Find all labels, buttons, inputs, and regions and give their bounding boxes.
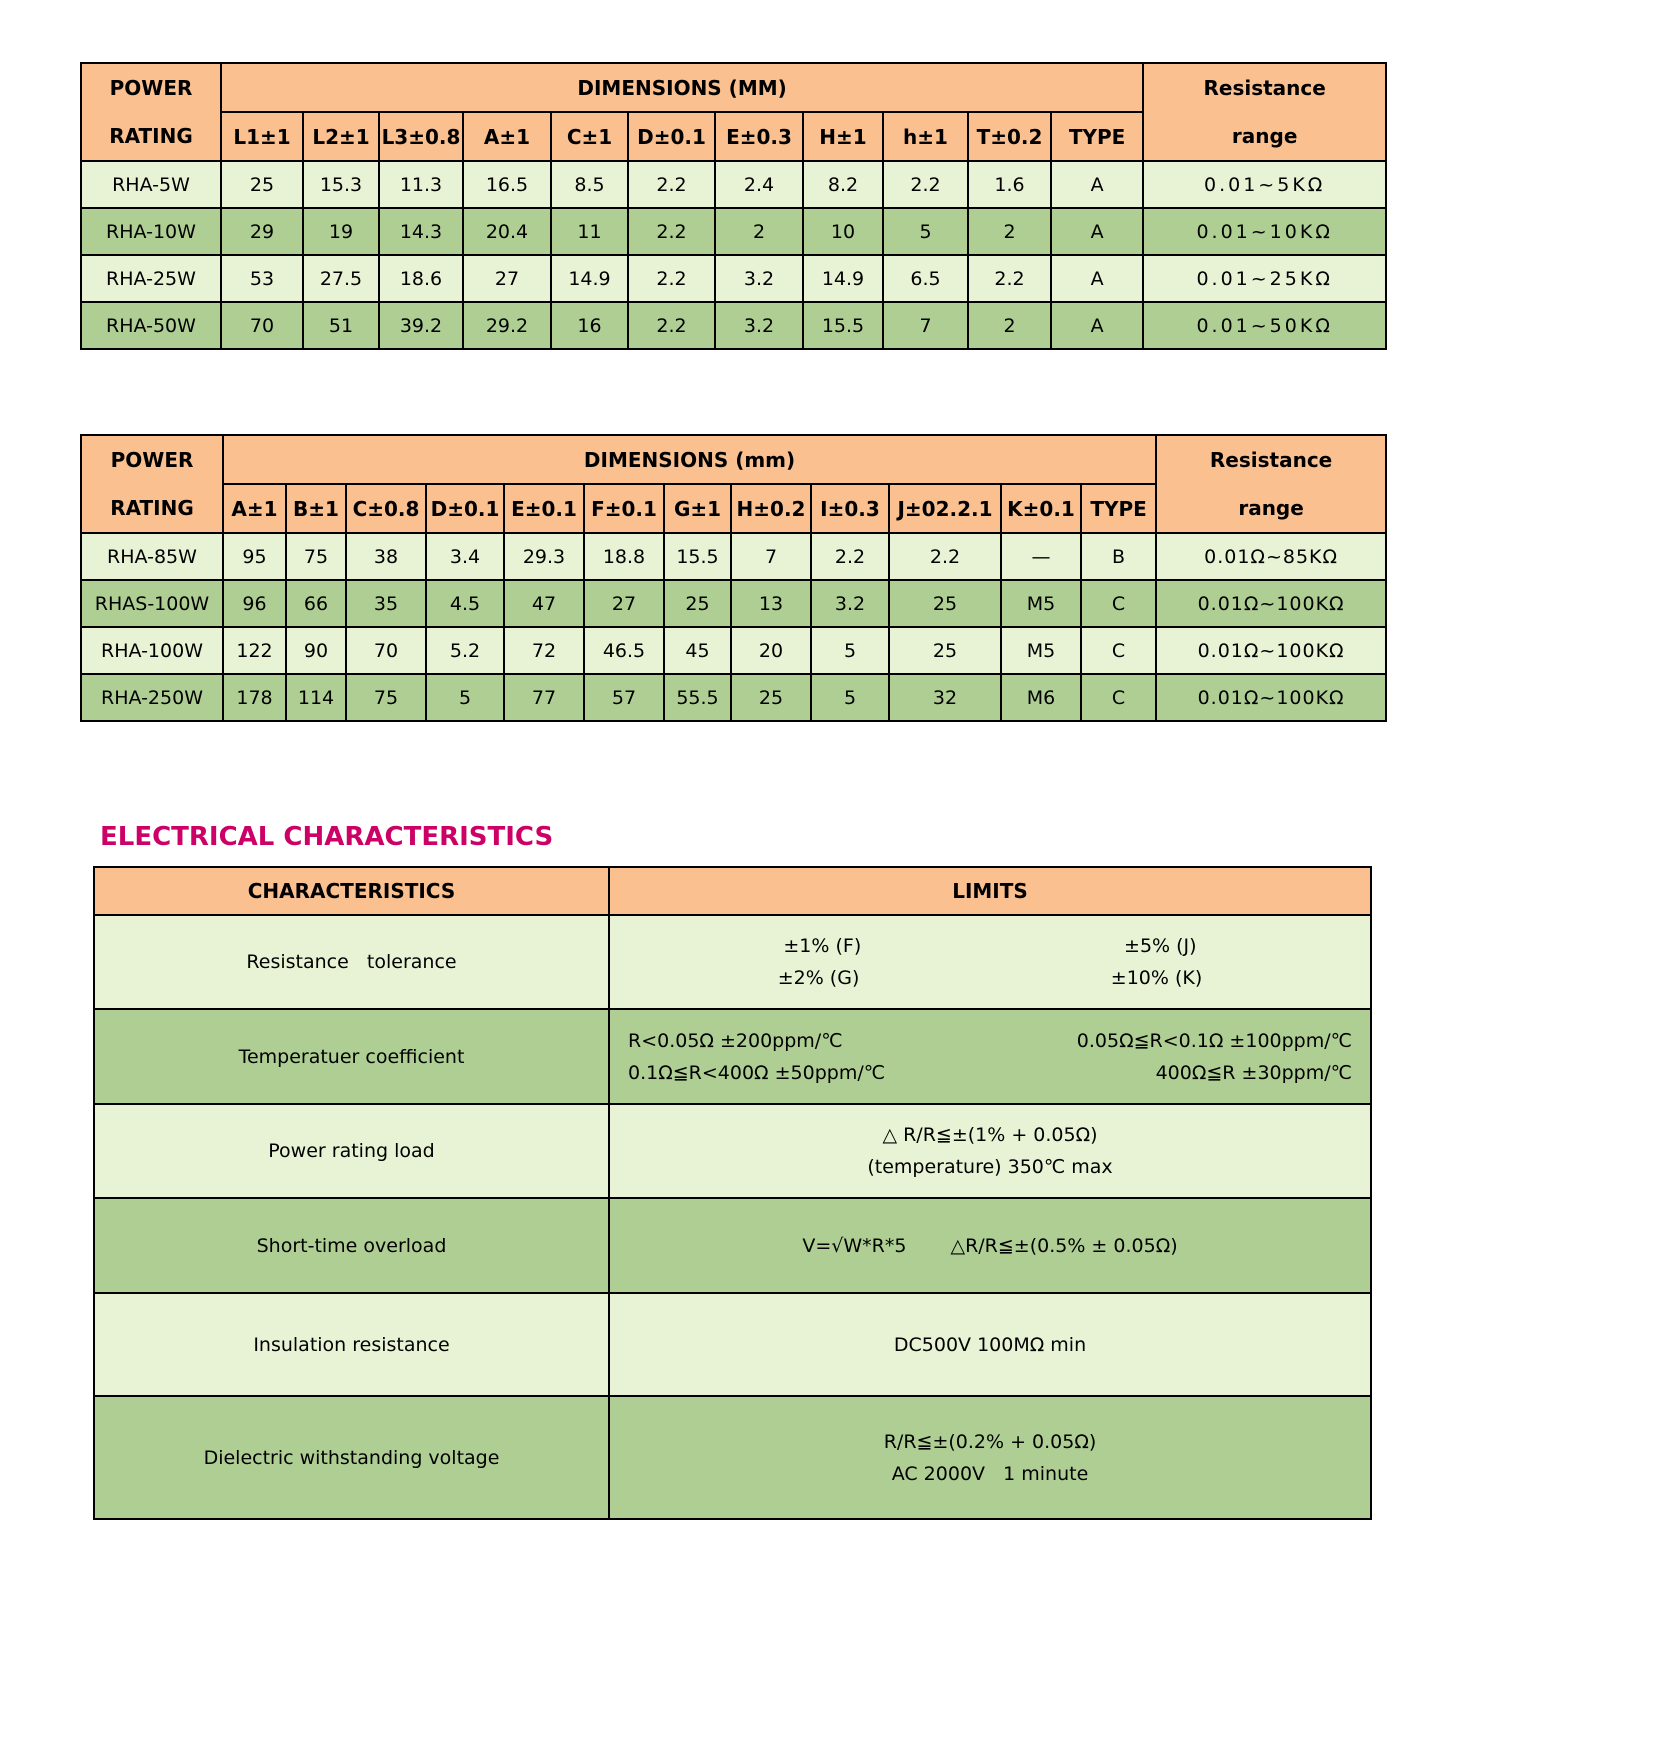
column-header-l2: L2±1: [303, 112, 379, 161]
dim-cell: 2.2: [811, 533, 889, 580]
limit-line: [622, 1030, 1358, 1052]
type-cell: C: [1081, 627, 1156, 674]
dim-cell: 25: [221, 161, 303, 208]
dim-cell: 11: [551, 208, 628, 255]
dim-cell: 25: [889, 627, 1001, 674]
resistance-range-header-line2: range: [1231, 124, 1298, 148]
dim-cell: 25: [664, 580, 731, 627]
column-header-type: TYPE: [1051, 112, 1143, 161]
resistance-range-header-line2: range: [1238, 496, 1304, 520]
dim-cell: 14.3: [379, 208, 463, 255]
dim-cell: 90: [286, 627, 346, 674]
type-cell: C: [1081, 580, 1156, 627]
table-row-rhas-100w: [81, 580, 1386, 627]
dim-cell: 75: [286, 533, 346, 580]
limits-cell: [609, 1104, 1371, 1198]
dim-cell: 1.6: [968, 161, 1051, 208]
resistance-range-header: [1143, 63, 1386, 161]
dim-cell: 2.2: [628, 161, 715, 208]
limit-line: [622, 1431, 1358, 1453]
column-header-h: H±1: [803, 112, 883, 161]
limits-column-header: LIMITS: [609, 867, 1371, 915]
table-row-rha-85w: [81, 533, 1386, 580]
dim-cell: 70: [221, 302, 303, 349]
dim-cell: 77: [504, 674, 584, 721]
dim-cell: —: [1001, 533, 1081, 580]
dim-cell: 14.9: [803, 255, 883, 302]
power-rating-cell: RHA-25W: [81, 255, 221, 302]
limits-cell: [609, 1293, 1371, 1396]
resistance-range-cell: 0.01Ω~100KΩ: [1156, 674, 1386, 721]
limit-value: (temperature) 350℃ max: [867, 1156, 1113, 1178]
dim-cell: 95: [223, 533, 286, 580]
characteristic-label: Insulation resistance: [94, 1293, 609, 1396]
dim-cell: 96: [223, 580, 286, 627]
dim-cell: 6.5: [883, 255, 968, 302]
characteristics-column-header: CHARACTERISTICS: [94, 867, 609, 915]
limit-value: 0.05Ω≦R<0.1Ω ±100ppm/℃: [1076, 1029, 1352, 1052]
limit-line: [622, 1124, 1358, 1146]
dim-cell: 72: [504, 627, 584, 674]
column-header-l1: L1±1: [221, 112, 303, 161]
limit-value: △ R/R≦±(1% + 0.05Ω): [882, 1124, 1098, 1146]
limits-cell: [609, 1396, 1371, 1519]
limits-cell: [609, 1198, 1371, 1293]
dim-cell: 3.2: [715, 302, 803, 349]
dim-cell: 39.2: [379, 302, 463, 349]
dim-cell: 2.2: [628, 208, 715, 255]
power-rating-cell: RHA-10W: [81, 208, 221, 255]
dim-cell: 2.2: [883, 161, 968, 208]
dim-cell: 3.2: [715, 255, 803, 302]
dim-cell: 66: [286, 580, 346, 627]
dim-cell: 2.2: [968, 255, 1051, 302]
dim-cell: 27: [463, 255, 551, 302]
column-header-j: J±02.2.1: [889, 484, 1001, 533]
dim-cell: 2.4: [715, 161, 803, 208]
dim-cell: 13: [731, 580, 811, 627]
limit-value: ±1% (F): [783, 935, 862, 957]
resistance-range-header-line1: Resistance: [1203, 76, 1326, 100]
dim-cell: 10: [803, 208, 883, 255]
dim-cell: M5: [1001, 580, 1081, 627]
characteristic-label: Resistance tolerance: [94, 915, 609, 1009]
row-short-time-overload: [94, 1198, 1371, 1293]
type-cell: A: [1051, 161, 1143, 208]
column-header-d: D±0.1: [628, 112, 715, 161]
dim-cell: 3.2: [811, 580, 889, 627]
dim-cell: 5: [426, 674, 504, 721]
dim-cell: 5: [811, 627, 889, 674]
characteristic-label: Dielectric withstanding voltage: [94, 1396, 609, 1519]
column-header-k: K±0.1: [1001, 484, 1081, 533]
dim-cell: 5: [811, 674, 889, 721]
dim-cell: 11.3: [379, 161, 463, 208]
dim-cell: 27.5: [303, 255, 379, 302]
power-rating-header: [81, 63, 221, 161]
power-rating-header-line2: RATING: [110, 496, 194, 520]
column-header-type: TYPE: [1081, 484, 1156, 533]
power-rating-cell: RHA-5W: [81, 161, 221, 208]
characteristic-label: Short-time overload: [94, 1198, 609, 1293]
dim-cell: 18.6: [379, 255, 463, 302]
limits-cell: [609, 1009, 1371, 1104]
row-temperature-coefficient: [94, 1009, 1371, 1104]
column-header-e: E±0.1: [504, 484, 584, 533]
type-cell: A: [1051, 208, 1143, 255]
dim-cell: 15.5: [664, 533, 731, 580]
dim-cell: 7: [883, 302, 968, 349]
limit-line: [622, 1334, 1358, 1356]
characteristic-label: Power rating load: [94, 1104, 609, 1198]
dim-cell: 46.5: [584, 627, 664, 674]
limit-line: [622, 1463, 1358, 1485]
dim-cell: 16: [551, 302, 628, 349]
dim-cell: 5.2: [426, 627, 504, 674]
dim-cell: 70: [346, 627, 426, 674]
dim-cell: 16.5: [463, 161, 551, 208]
table-row-rha-10w: [81, 208, 1386, 255]
dim-cell: 53: [221, 255, 303, 302]
dim-cell: 3.4: [426, 533, 504, 580]
dim-cell: 178: [223, 674, 286, 721]
dim-cell: 2.2: [889, 533, 1001, 580]
resistance-range-header: [1156, 435, 1386, 533]
dim-cell: 35: [346, 580, 426, 627]
resistance-range-cell: 0.01~5KΩ: [1143, 161, 1386, 208]
limit-value: ±5% (J): [1124, 935, 1197, 957]
type-cell: B: [1081, 533, 1156, 580]
power-rating-cell: RHA-100W: [81, 627, 223, 674]
table-row-rha-250w: [81, 674, 1386, 721]
dim-cell: 7: [731, 533, 811, 580]
dim-cell: 29.2: [463, 302, 551, 349]
column-header-b: B±1: [286, 484, 346, 533]
limit-value: R/R≦±(0.2% + 0.05Ω): [883, 1430, 1097, 1453]
dim-cell: 2.2: [628, 255, 715, 302]
column-header-h: H±0.2: [731, 484, 811, 533]
table-row-rha-25w: [81, 255, 1386, 302]
power-rating-cell: RHAS-100W: [81, 580, 223, 627]
dim-cell: 57: [584, 674, 664, 721]
row-insulation-resistance: [94, 1293, 1371, 1396]
dim-cell: 8.2: [803, 161, 883, 208]
resistance-range-cell: 0.01~25KΩ: [1143, 255, 1386, 302]
dim-cell: 29.3: [504, 533, 584, 580]
electrical-characteristics-table: [93, 866, 1372, 1520]
limit-value: V=√W*R*5: [802, 1234, 907, 1257]
dim-cell: M5: [1001, 627, 1081, 674]
table-row-rha-5w: [81, 161, 1386, 208]
dim-cell: 55.5: [664, 674, 731, 721]
type-cell: C: [1081, 674, 1156, 721]
type-cell: A: [1051, 255, 1143, 302]
column-header-h-small: h±1: [883, 112, 968, 161]
resistance-range-header-line1: Resistance: [1209, 448, 1333, 472]
power-rating-cell: RHA-250W: [81, 674, 223, 721]
column-header-a: A±1: [463, 112, 551, 161]
limit-value: △R/R≦±(0.5% ± 0.05Ω): [950, 1234, 1178, 1257]
column-header-e: E±0.3: [715, 112, 803, 161]
dim-cell: 47: [504, 580, 584, 627]
dimensions-header: DIMENSIONS (mm): [223, 435, 1156, 484]
electrical-characteristics-heading: ELECTRICAL CHARACTERISTICS: [100, 822, 554, 852]
dim-cell: 2.2: [628, 302, 715, 349]
power-rating-header-line2: RATING: [109, 124, 193, 148]
dim-cell: 38: [346, 533, 426, 580]
dim-cell: 2: [968, 208, 1051, 255]
dim-cell: 15.3: [303, 161, 379, 208]
dim-cell: 14.9: [551, 255, 628, 302]
table-row-rha-100w: [81, 627, 1386, 674]
column-header-i: I±0.3: [811, 484, 889, 533]
limit-value: DC500V 100MΩ min: [893, 1333, 1087, 1356]
dim-cell: 15.5: [803, 302, 883, 349]
limit-value: ±10% (K): [1110, 967, 1203, 989]
column-header-g: G±1: [664, 484, 731, 533]
dim-cell: 45: [664, 627, 731, 674]
dim-cell: 20: [731, 627, 811, 674]
column-header-c: C±1: [551, 112, 628, 161]
characteristic-label: Temperatuer coefficient: [94, 1009, 609, 1104]
dim-cell: 2: [715, 208, 803, 255]
power-rating-header: [81, 435, 223, 533]
table-row-rha-50w: [81, 302, 1386, 349]
power-rating-header-line1: POWER: [110, 448, 194, 472]
column-header-d: D±0.1: [426, 484, 504, 533]
limit-value: ±2% (G): [777, 967, 860, 989]
dim-cell: 122: [223, 627, 286, 674]
limit-line: [622, 1156, 1358, 1178]
dimensions-table-a-types: [80, 62, 1387, 350]
resistance-range-cell: 0.01~10KΩ: [1143, 208, 1386, 255]
dim-cell: 51: [303, 302, 379, 349]
dim-cell: 4.5: [426, 580, 504, 627]
column-header-f: F±0.1: [584, 484, 664, 533]
column-header-t: T±0.2: [968, 112, 1051, 161]
dim-cell: 20.4: [463, 208, 551, 255]
limit-value: AC 2000V 1 minute: [891, 1462, 1089, 1485]
column-header-c: C±0.8: [346, 484, 426, 533]
type-cell: A: [1051, 302, 1143, 349]
dim-cell: 18.8: [584, 533, 664, 580]
column-header-l3: L3±0.8: [379, 112, 463, 161]
row-power-rating-load: [94, 1104, 1371, 1198]
column-header-a: A±1: [223, 484, 286, 533]
dim-cell: 25: [731, 674, 811, 721]
dim-cell: 8.5: [551, 161, 628, 208]
dim-cell: 29: [221, 208, 303, 255]
row-dielectric-withstanding-voltage: [94, 1396, 1371, 1519]
dim-cell: 27: [584, 580, 664, 627]
dim-cell: M6: [1001, 674, 1081, 721]
dimensions-header: DIMENSIONS (MM): [221, 63, 1143, 112]
limits-cell: [609, 915, 1371, 1009]
dim-cell: 5: [883, 208, 968, 255]
limit-value: 400Ω≦R ±30ppm/℃: [1155, 1061, 1352, 1084]
resistance-range-cell: 0.01Ω~100KΩ: [1156, 627, 1386, 674]
dim-cell: 2: [968, 302, 1051, 349]
limit-line: [622, 1235, 1358, 1257]
dim-cell: 32: [889, 674, 1001, 721]
power-rating-cell: RHA-85W: [81, 533, 223, 580]
dim-cell: 114: [286, 674, 346, 721]
power-rating-header-line1: POWER: [109, 76, 193, 100]
dim-cell: 75: [346, 674, 426, 721]
resistance-range-cell: 0.01~50KΩ: [1143, 302, 1386, 349]
limit-line: [622, 967, 1358, 989]
power-rating-cell: RHA-50W: [81, 302, 221, 349]
limit-value: 0.1Ω≦R<400Ω ±50ppm/℃: [628, 1061, 886, 1084]
row-resistance-tolerance: [94, 915, 1371, 1009]
resistance-range-cell: 0.01Ω~100KΩ: [1156, 580, 1386, 627]
limit-line: [622, 1062, 1358, 1084]
dim-cell: 25: [889, 580, 1001, 627]
resistance-range-cell: 0.01Ω~85KΩ: [1156, 533, 1386, 580]
limit-line: [622, 935, 1358, 957]
dim-cell: 19: [303, 208, 379, 255]
dimensions-table-bc-types: [80, 434, 1387, 722]
limit-value: R<0.05Ω ±200ppm/℃: [628, 1029, 843, 1052]
